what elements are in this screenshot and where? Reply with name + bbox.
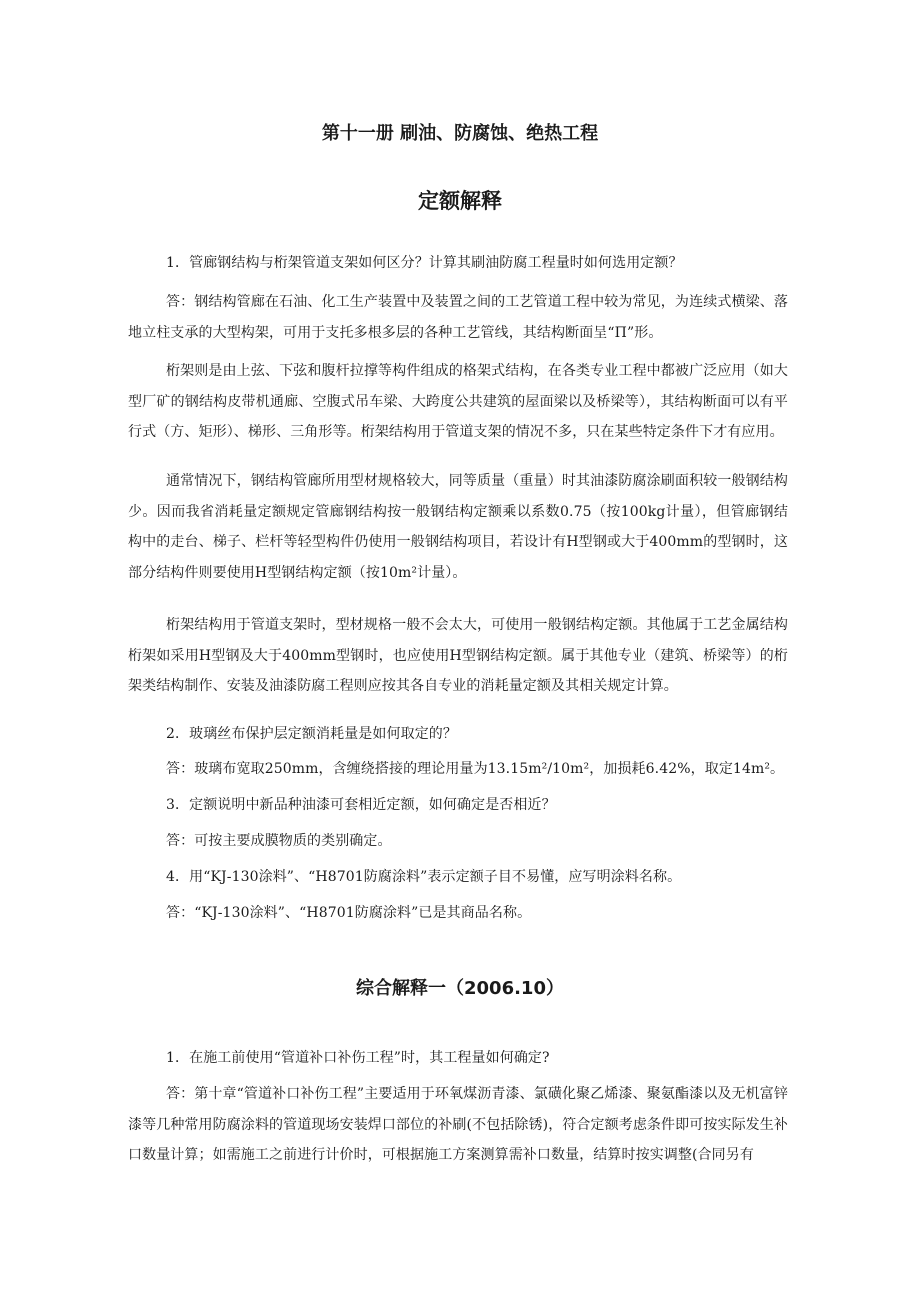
section2-question-1: 1．在施工前使用“管道补口补伤工程”时，其工程量如何确定? <box>166 1050 550 1066</box>
document-heading: 第十一册 刷油、防腐蚀、绝热工程 <box>321 123 599 144</box>
question-4: 4．用“KJ-130涂料”、“H8701防腐涂料”表示定额子目不易懂，应写明涂料名称。 <box>166 869 682 885</box>
question-1: 1．管廊钢结构与桁架管道支架如何区分？计算其刷油防腐工程量时如何选用定额？ <box>166 255 683 271</box>
answer-4: 答：“KJ-130涂料”、“H8701防腐涂料”已是其商品名称。 <box>166 905 532 921</box>
answer-3: 答：可按主要成膜物质的类别确定。 <box>166 833 392 849</box>
answer-1-paragraph-1: 答：钢结构管廊在石油、化工生产装置中及装置之间的工艺管道工程中较为常见，为连续式横梁、落地立柱支承的大型构架，可用于支托多根多层的各种工艺管线，其结构断面呈“Π”形。 <box>128 294 788 341</box>
section-title-comprehensive-explanation: 综合解释一（2006.10） <box>356 978 564 999</box>
answer-1-paragraph-4: 桁架结构用于管道支架时，型材规格一般不会太大，可使用一般钢结构定额。其他属于工艺金属结构桁架如采用H型钢及大于400mm型钢时，也应使用H型钢结构定额。属于其他专业（建筑、桥梁等）的桁架类结构制作、安装及油漆防腐工程则应按其各自专业的消耗量定额及其相关规定计算。 <box>128 617 788 694</box>
answer-1-paragraph-2: 桁架则是由上弦、下弦和腹杆拉撑等构件组成的格架式结构，在各类专业工程中都被广泛应用（如大型厂矿的钢结构皮带机通廊、空腹式吊车梁、大跨度公共建筑的屋面梁以及桥梁等），其结构断面可以有平行式（方、矩形）、梯形、三角形等。桁架结构用于管道支架的情况不多，只在某些特定条件下才有应用。 <box>128 363 788 440</box>
answer-2: 答：玻璃布宽取250mm，含缠绕搭接的理论用量为13.15m²/10m²，加损耗6.42%，取定14m²。 <box>166 761 785 777</box>
question-2: 2．玻璃丝布保护层定额消耗量是如何取定的？ <box>166 726 458 742</box>
answer-1-paragraph-3: 通常情况下，钢结构管廊所用型材规格较大，同等质量（重量）时其油漆防腐涂刷面积较一般钢结构少。因而我省消耗量定额规定管廊钢结构按一般钢结构定额乘以系数0.75（按100kg计量），但管廊钢结构中的走台、梯子、栏杆等轻型构件仍使用一般钢结构项目，若设计有H型钢或大于400mm的型钢时，这部分结构件则要使用H型钢结构定额（按10m²计量）。 <box>128 473 788 581</box>
section-title-quota-explanation: 定额解释 <box>418 189 502 213</box>
question-3: 3．定额说明中新品种油漆可套相近定额，如何确定是否相近？ <box>166 797 556 813</box>
section2-answer-1: 答：第十章“管道补口补伤工程”主要适用于环氧煤沥青漆、氯磺化聚乙烯漆、聚氨酯漆以及无机富锌漆等几种常用防腐涂料的管道现场安装焊口部位的补刷(不包括除锈)，符合定额考虑条件即可按实际发生补口数量计算；如需施工之前进行计价时，可根据施工方案测算需补口数量，结算时按实调整(合同另有 <box>128 1086 788 1163</box>
